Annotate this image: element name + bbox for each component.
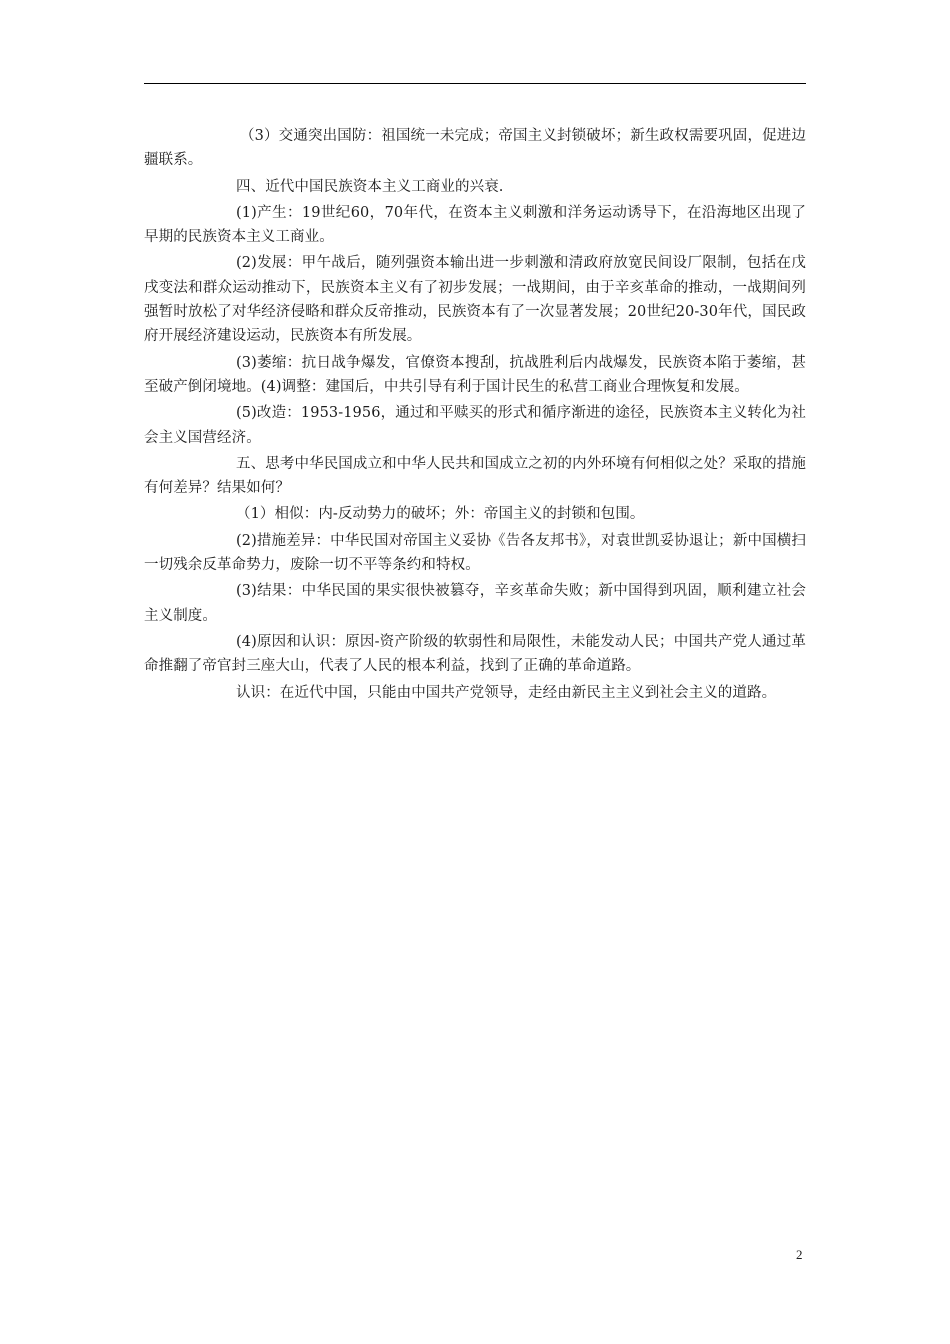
paragraph-transport-defense: （3）交通突出国防：祖国统一未完成；帝国主义封锁破坏；新生政权需要巩固，促进边疆联系。 — [144, 128, 806, 169]
paragraph-origin: (1)产生：19世纪60，70年代，在资本主义刺激和洋务运动诱导下，在沿海地区出现了早期的民族资本主义工商业。 — [144, 204, 806, 246]
header-rule — [144, 83, 806, 84]
paragraph-decline-adjustment: (3)萎缩：抗日战争爆发，官僚资本搜刮，抗战胜利后内战爆发，民族资本陷于萎缩，甚至破产倒闭境地。(4)调整：建国后，中共引导有利于国计民生的私营工商业合理恢复和发展。 — [144, 354, 806, 395]
paragraph-reasons: (4)原因和认识：原因-资产阶级的软弱性和局限性，未能发动人民；中国共产党人通过革命推翻了帝官封三座大山，代表了人民的根本利益，找到了正确的革命道路。 — [144, 633, 806, 675]
paragraph-transformation: (5)改造：1953-1956，通过和平赎买的形式和循序渐进的途径，民族资本主义转化为社会主义国营经济。 — [144, 405, 806, 446]
section-heading-national-capitalism: 四、近代中国民族资本主义工商业的兴衰. — [236, 178, 504, 195]
paragraph-similarity: （1）相似：内-反动势力的破坏；外：帝国主义的封锁和包围。 — [236, 506, 645, 523]
section-heading-comparison-question: 五、思考中华民国成立和中华人民共和国成立之初的内外环境有何相似之处？采取的措施有何差异？结果如何？ — [144, 455, 806, 497]
paragraph-conclusion: 认识：在近代中国，只能由中国共产党领导，走经由新民主主义到社会主义的道路。 — [236, 684, 777, 701]
paragraph-results: (3)结果：中华民国的果实很快被篡夺，辛亥革命失败；新中国得到巩固，顺利建立社会主义制度。 — [144, 583, 806, 624]
paragraph-development: (2)发展：甲午战后，随列强资本输出进一步刺激和清政府放宽民间设厂限制，包括在戊戌变法和群众运动推动下，民族资本主义有了初步发展；一战期间，由于辛亥革命的推动，一战期间列强暂时放松了对华经济侵略和群众反帝推动，民族资本有了一次显著发展；20世纪20-30年代，国民政府开展经济建设运动，民族资本有所发展。 — [144, 255, 806, 345]
page-number: 2 — [796, 1247, 803, 1262]
paragraph-measures-difference: (2)措施差异：中华民国对帝国主义妥协《告各友邦书》，对袁世凯妥协退让；新中国横扫一切残余反革命势力，废除一切不平等条约和特权。 — [144, 532, 806, 574]
document-body — [144, 124, 806, 707]
